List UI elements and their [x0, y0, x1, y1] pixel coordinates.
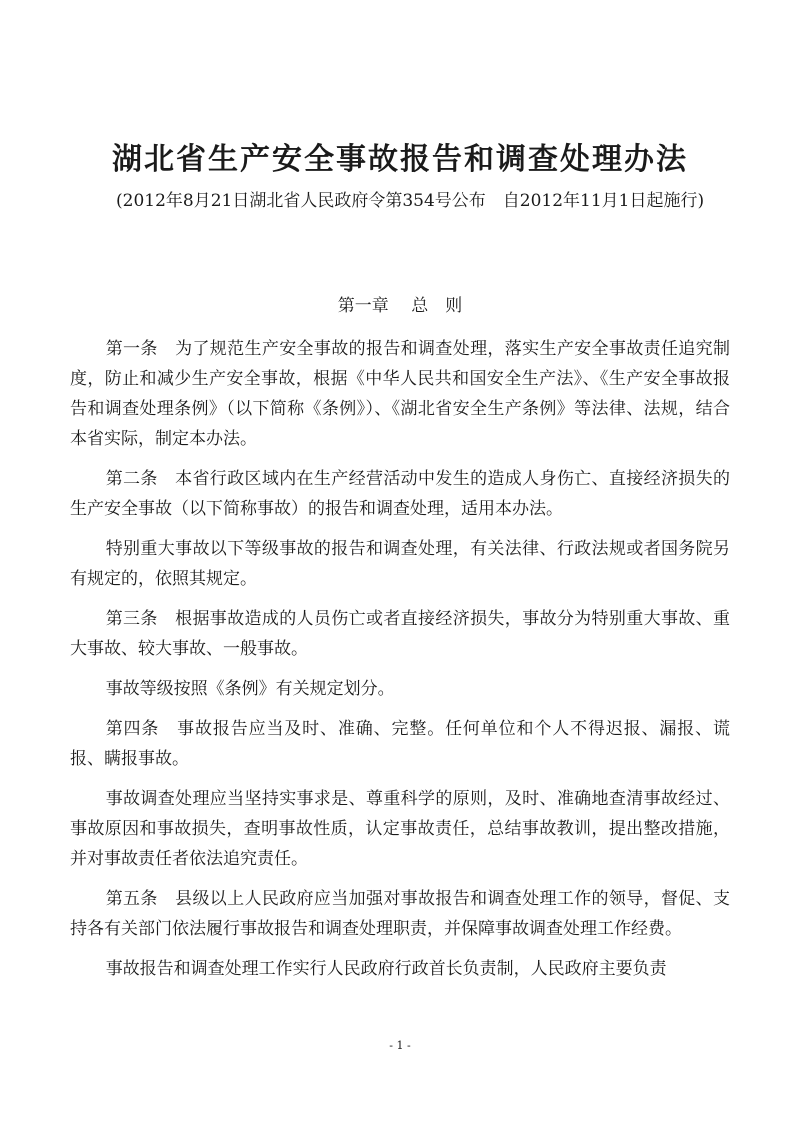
document-subtitle: (2012年8月21日湖北省人民政府令第354号公布 自2012年11月1日起施行) — [116, 191, 705, 211]
page-number: - 1 - — [389, 1039, 411, 1052]
document-title: 湖北省生产安全事故报告和调查处理办法 — [112, 142, 688, 177]
article-3-clause-paragraph: 事故等级按照《条例》有关规定划分。 — [105, 679, 395, 699]
article-4-clause-paragraph: 事故调查处理应当坚持实事求是、尊重科学的原则，及时、准确地查清事故经过、事故原因和事故损失，查明事故性质，认定事故责任，总结事故教训，提出整改措施，并对事故责任者依法追究责任。 — [70, 789, 730, 869]
article-3-paragraph: 第三条 根据事故造成的人员伤亡或者直接经济损失，事故分为特别重大事故、重大事故、较大事故、一般事故。 — [70, 609, 730, 659]
article-5-paragraph: 第五条 县级以上人民政府应当加强对事故报告和调查处理工作的领导，督促、支持各有关部门依法履行事故报告和调查处理职责，并保障事故调查处理工作经费。 — [70, 889, 730, 939]
chapter-heading: 第一章 总 则 — [337, 296, 463, 316]
article-4-paragraph: 第四条 事故报告应当及时、准确、完整。任何单位和个人不得迟报、漏报、谎报、瞒报事故。 — [70, 719, 730, 769]
document-body — [70, 334, 730, 994]
article-5-clause-paragraph: 事故报告和调查处理工作实行人民政府行政首长负责制，人民政府主要负责 — [105, 959, 667, 979]
article-2-paragraph: 第二条 本省行政区域内在生产经营活动中发生的造成人身伤亡、直接经济损失的生产安全事故（以下简称事故）的报告和调查处理，适用本办法。 — [70, 469, 730, 519]
article-1-paragraph: 第一条 为了规范生产安全事故的报告和调查处理，落实生产安全事故责任追究制度，防止和减少生产安全事故，根据《中华人民共和国安全生产法》、《生产安全事故报告和调查处理条例》（以下简称《条例》）、《湖北省安全生产条例》等法律、法规，结合本省实际，制定本办法。 — [70, 339, 730, 449]
article-2-clause-paragraph: 特别重大事故以下等级事故的报告和调查处理，有关法律、行政法规或者国务院另有规定的，依照其规定。 — [70, 539, 730, 589]
